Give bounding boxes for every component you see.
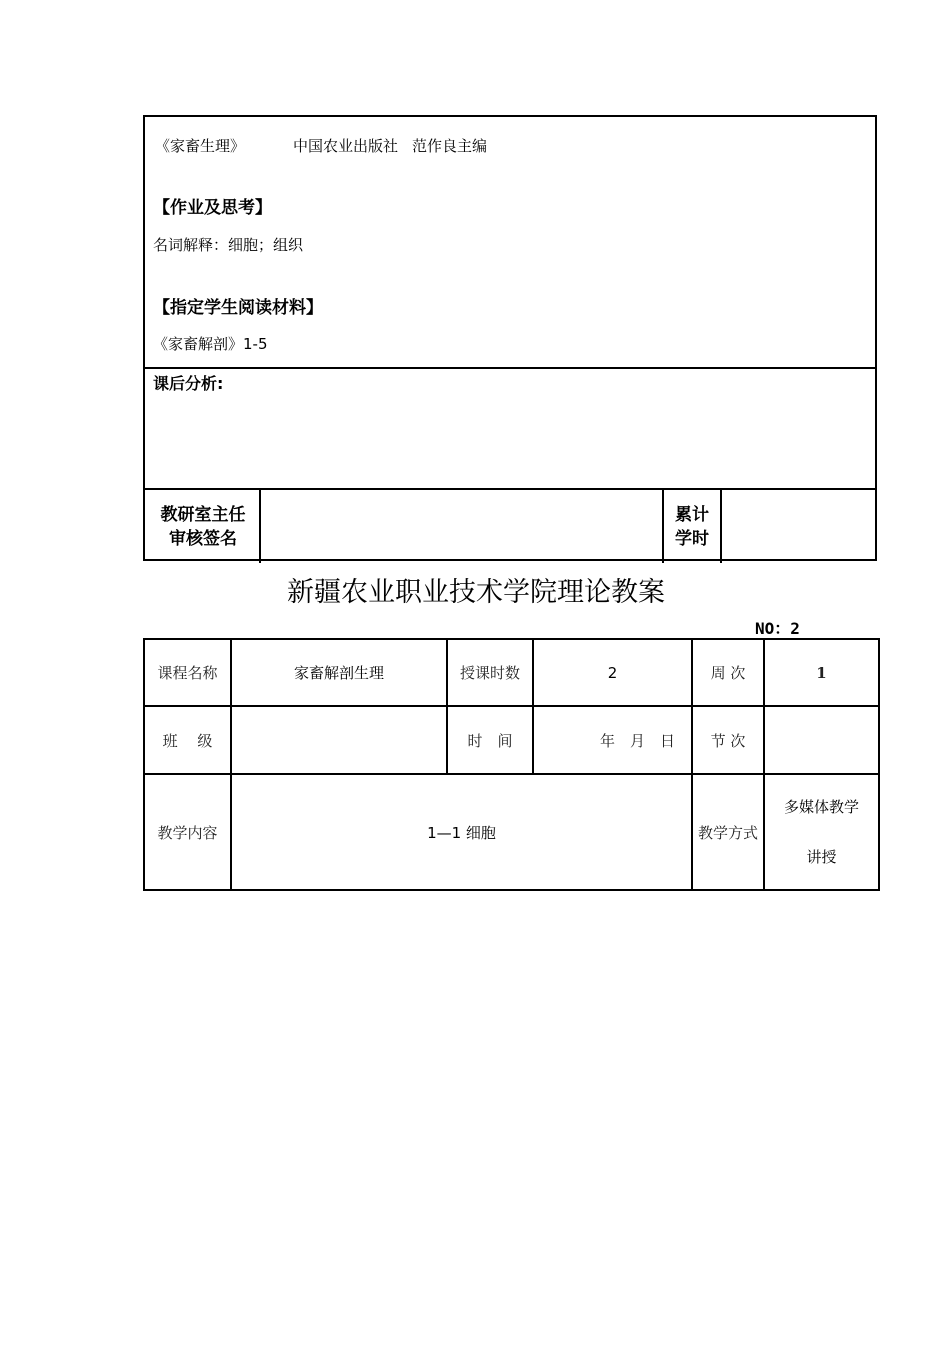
class-label: 班 级	[144, 706, 231, 774]
teaching-hours-label: 授课时数	[447, 639, 533, 706]
week-value: 1	[764, 639, 879, 706]
time-value: 年 月 日	[533, 706, 692, 774]
post-class-analysis-label: 课后分析:	[153, 374, 224, 393]
class-value	[231, 706, 447, 774]
hours-label-line1: 累计	[675, 505, 709, 525]
lesson-info-table	[143, 638, 880, 891]
lesson-plan-top-box	[143, 115, 877, 561]
reference-book: 《家畜生理》	[155, 137, 246, 155]
reference-editor: 范作良主编	[412, 137, 488, 155]
period-value	[764, 706, 879, 774]
period-label: 节 次	[692, 706, 764, 774]
document-number: NO：2	[755, 619, 800, 638]
content-label: 教学内容	[144, 774, 231, 890]
time-label: 时 间	[447, 706, 533, 774]
content-value: 1—1 细胞	[231, 774, 692, 890]
method-value	[764, 774, 879, 890]
sign-label-line1: 教研室主任	[160, 505, 246, 525]
table-row	[144, 774, 879, 890]
reference-line	[155, 135, 487, 156]
sign-label-line2: 审核签名	[169, 529, 237, 549]
table-row	[144, 706, 879, 774]
hours-label-line2: 学时	[675, 529, 709, 549]
homework-text: 名词解释：细胞；组织	[153, 236, 304, 254]
director-signature-label	[151, 503, 255, 551]
reading-text: 《家畜解剖》1-5	[153, 335, 268, 353]
method-value-line1: 多媒体教学	[783, 798, 859, 816]
divider	[145, 367, 875, 369]
divider	[662, 488, 664, 563]
course-name-value: 家畜解剖生理	[231, 639, 447, 706]
page-title: 新疆农业职业技术学院理论教案	[287, 577, 665, 608]
homework-heading: 【作业及思考】	[153, 198, 272, 218]
course-name-label: 课程名称	[144, 639, 231, 706]
table-row	[144, 639, 879, 706]
divider	[259, 488, 261, 563]
method-label: 教学方式	[692, 774, 764, 890]
reference-publisher: 中国农业出版社	[293, 137, 399, 155]
divider	[720, 488, 722, 563]
divider	[145, 488, 875, 490]
week-label: 周 次	[692, 639, 764, 706]
cumulative-hours-label	[667, 503, 717, 551]
method-value-line2: 讲授	[806, 848, 837, 866]
teaching-hours-value: 2	[533, 639, 692, 706]
reading-heading: 【指定学生阅读材料】	[153, 298, 323, 318]
